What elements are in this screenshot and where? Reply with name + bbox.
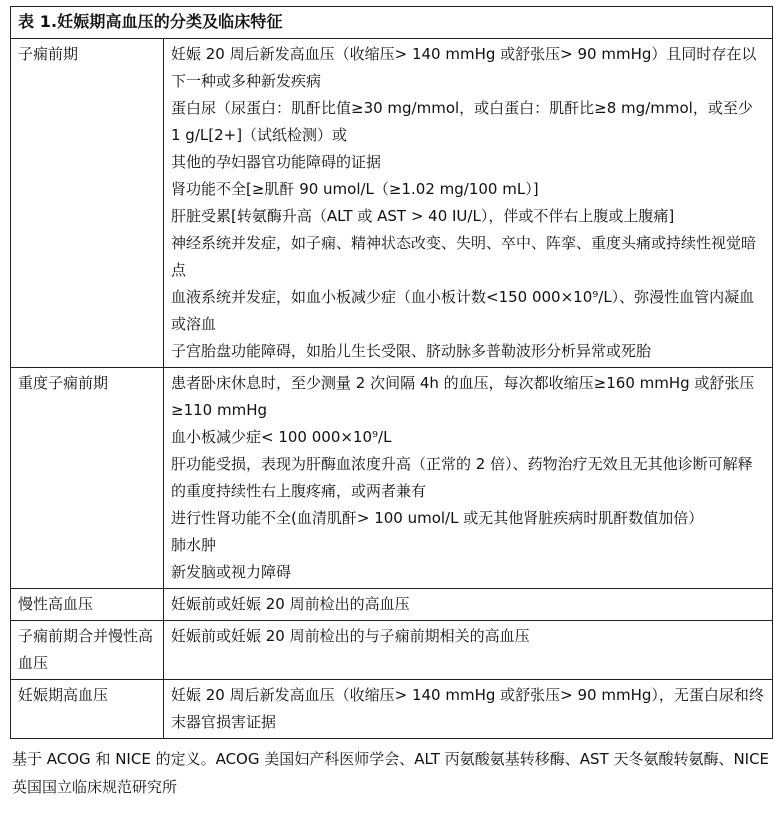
- detail-cell: [164, 589, 773, 621]
- detail-cell: [164, 680, 773, 739]
- table-row: [11, 368, 772, 589]
- category-cell: 妊娠期高血压: [11, 680, 164, 739]
- table-footnote: 基于 ACOG 和 NICE 的定义。ACOG 美国妇产科医师学会、ALT 丙氨酸氨基转移酶、AST 天冬氨酸转氨酶、NICE 英国国立临床规范研究所: [12, 750, 770, 796]
- category-cell: 子痫前期合并慢性高血压: [11, 621, 164, 680]
- table-row: [11, 589, 772, 621]
- detail-line: 进行性肾功能不全(血清肌酐> 100 umol/L 或无其他肾脏疾病时肌酐数值加倍）: [171, 509, 704, 527]
- detail-line: 妊娠 20 周后新发高血压（收缩压> 140 mmHg 或舒张压> 90 mmHg），无蛋白尿和终末器官损害证据: [171, 686, 764, 731]
- table-title: 表 1.妊娠期高血压的分类及临床特征: [11, 7, 772, 39]
- detail-line: 血小板减少症< 100 000×10⁹/L: [171, 428, 392, 446]
- detail-cell: [164, 621, 773, 680]
- table-row: [11, 39, 772, 368]
- detail-cell: [164, 39, 773, 368]
- detail-line: 神经系统并发症，如子痫、精神状态改变、失明、卒中、阵挛、重度头痛或持续性视觉暗点: [171, 234, 757, 279]
- detail-cell: [164, 368, 773, 589]
- detail-line: 子宫胎盘功能障碍，如胎儿生长受限、脐动脉多普勒波形分析异常或死胎: [171, 342, 652, 360]
- detail-line: 其他的孕妇器官功能障碍的证据: [171, 153, 382, 171]
- table-row: [11, 680, 772, 739]
- detail-line: 肝脏受累[转氨酶升高（ALT 或 AST > 40 IU/L），伴或不伴右上腹或上腹痛]: [171, 207, 675, 225]
- detail-line: 蛋白尿（尿蛋白：肌酐比值≥30 mg/mmol，或白蛋白：肌酐比≥8 mg/mmol，或至少 1 g/L[2+]（试纸检测）或: [171, 99, 753, 144]
- detail-line: 新发脑或视力障碍: [171, 563, 292, 581]
- detail-line: 患者卧床休息时，至少测量 2 次间隔 4h 的血压，每次都收缩压≥160 mmHg 或舒张压≥110 mmHg: [171, 374, 755, 419]
- category-cell: 重度子痫前期: [11, 368, 164, 589]
- detail-line: 妊娠 20 周后新发高血压（收缩压> 140 mmHg 或舒张压> 90 mmHg）且同时存在以下一种或多种新发疾病: [171, 45, 757, 90]
- detail-line: 血液系统并发症，如血小板减少症（血小板计数<150 000×10⁹/L）、弥漫性血管内凝血或溶血: [171, 288, 755, 333]
- classification-table: [10, 6, 773, 739]
- table-row: [11, 621, 772, 680]
- category-cell: 慢性高血压: [11, 589, 164, 621]
- detail-line: 肺水肿: [171, 536, 217, 554]
- detail-line: 妊娠前或妊娠 20 周前检出的与子痫前期相关的高血压: [171, 627, 530, 645]
- table-body: [11, 39, 772, 738]
- category-cell: 子痫前期: [11, 39, 164, 368]
- detail-line: 肾功能不全[≥肌酐 90 umol/L（≥1.02 mg/100 mL）]: [171, 180, 539, 198]
- detail-line: 妊娠前或妊娠 20 周前检出的高血压: [171, 595, 410, 613]
- detail-line: 肝功能受损，表现为肝酶血浓度升高（正常的 2 倍）、药物治疗无效且无其他诊断可解释的重度持续性右上腹疼痛，或两者兼有: [171, 455, 753, 500]
